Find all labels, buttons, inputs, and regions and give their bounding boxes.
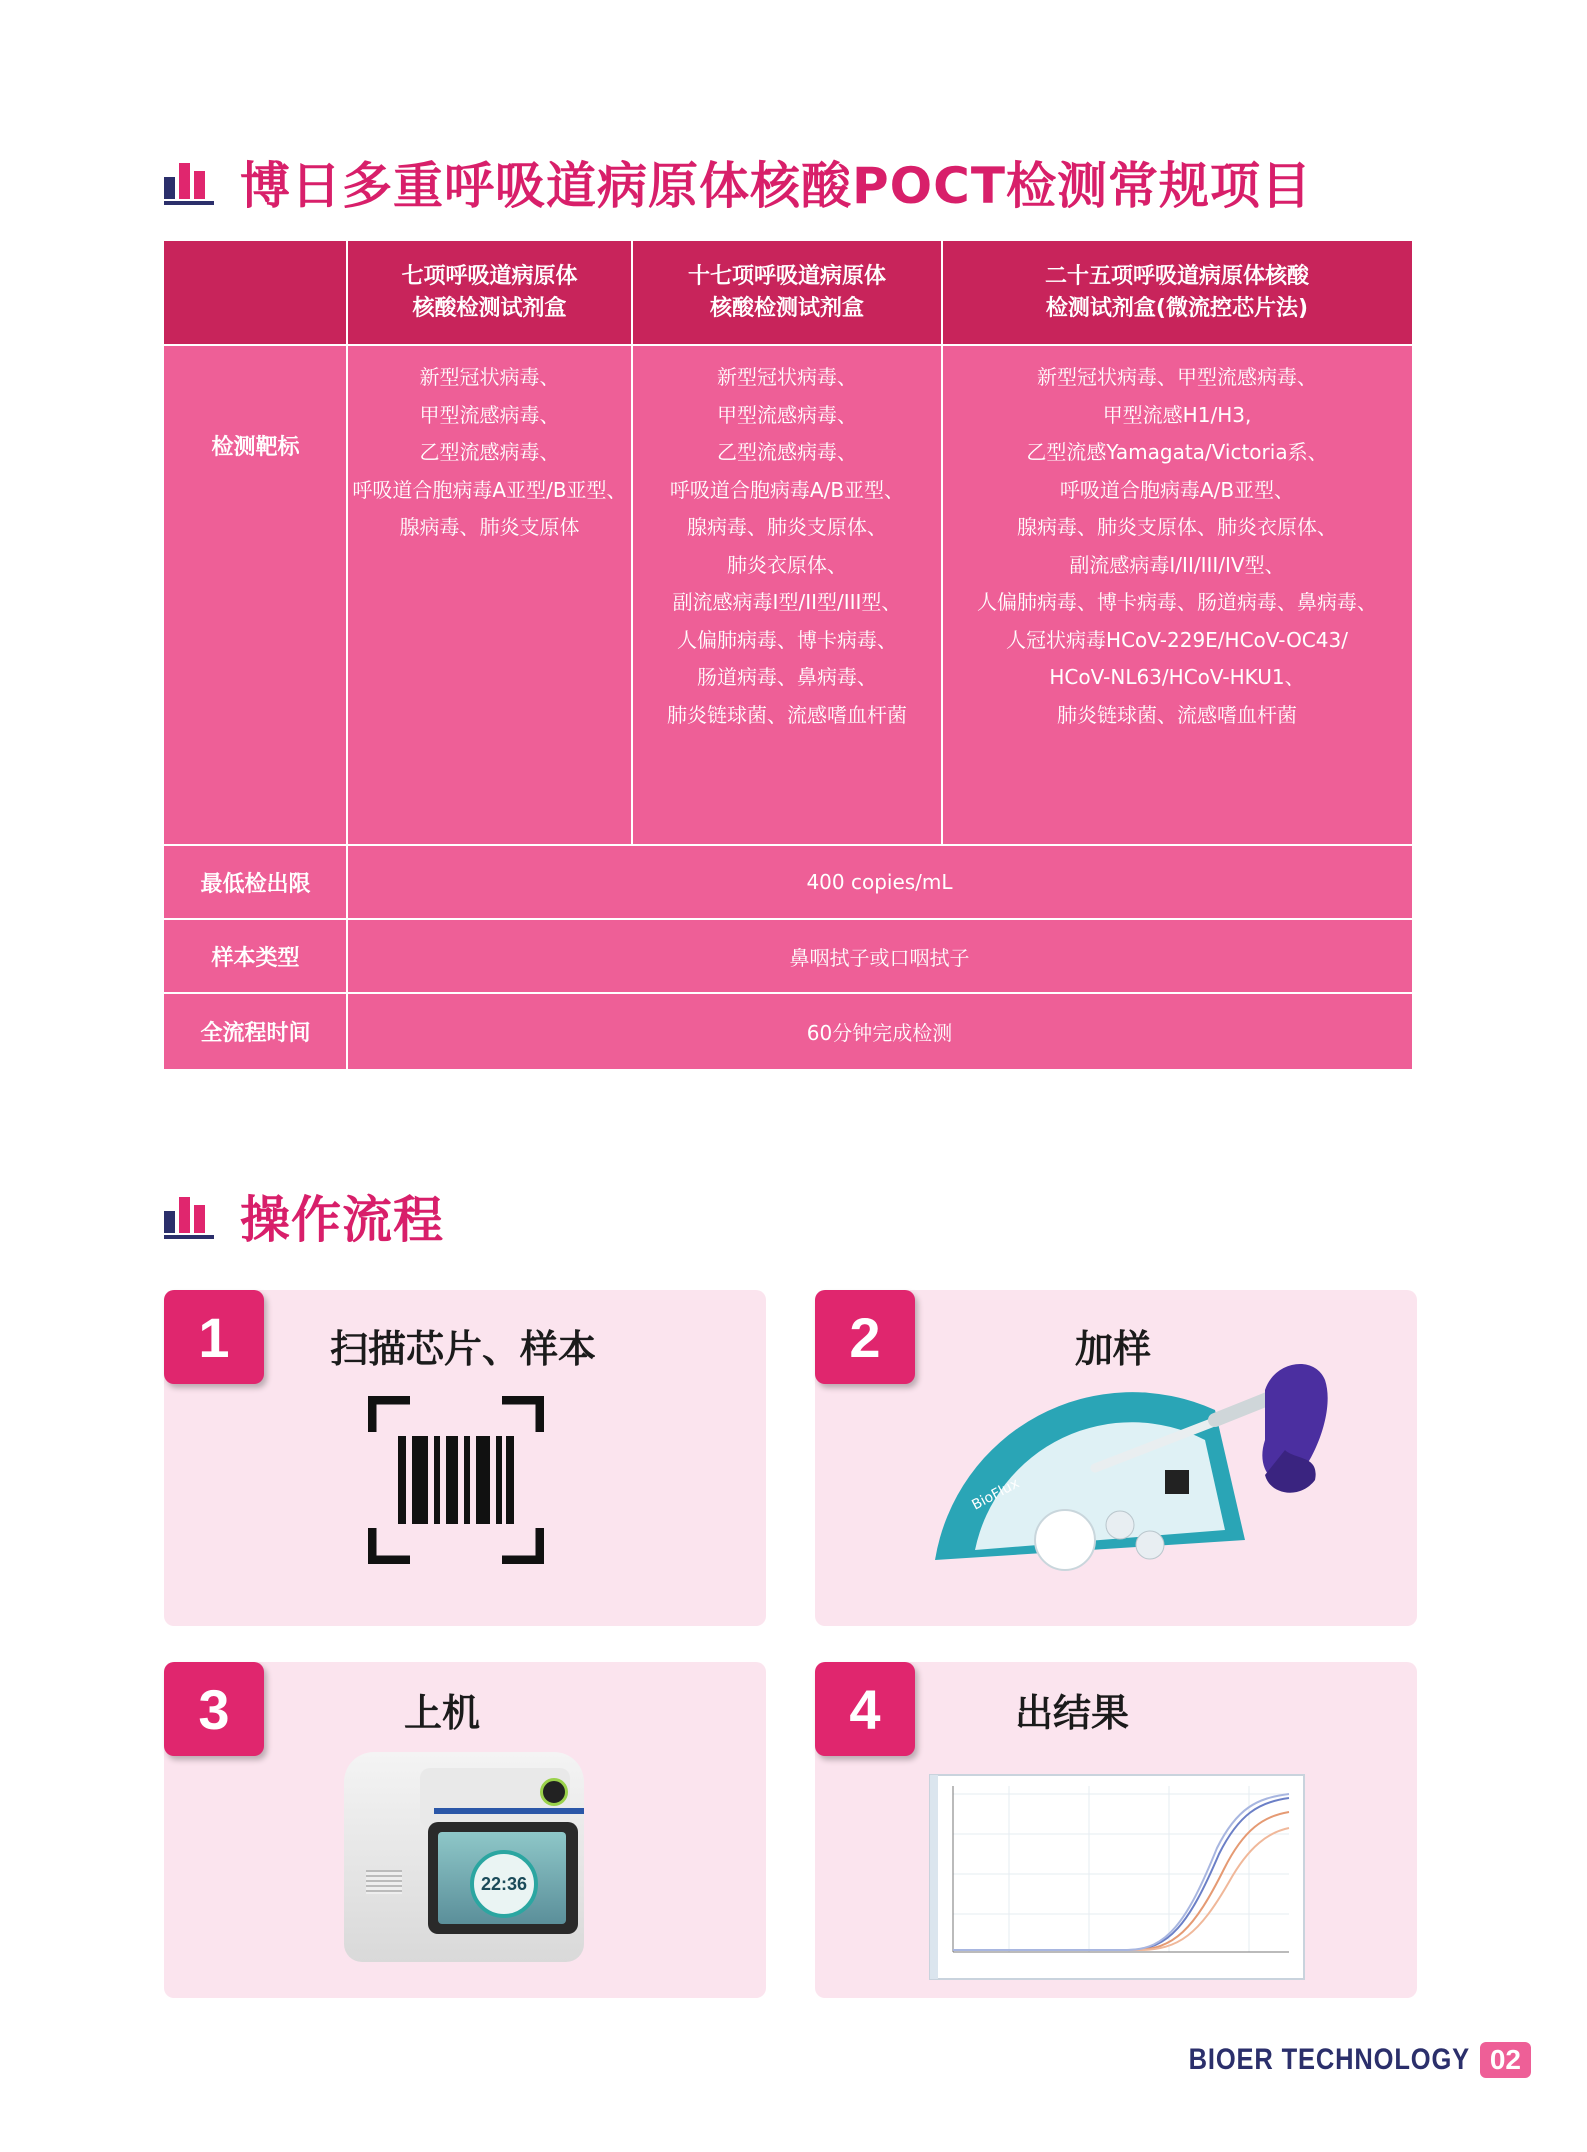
row-label-targets: 检测靶标 xyxy=(211,434,300,460)
chip-brand: BioFlux xyxy=(969,1475,1023,1514)
time-value: 60分钟完成检测 xyxy=(806,1020,953,1045)
targets-17: 新型冠状病毒、 甲型流感病毒、 乙型流感病毒、 呼吸道合胞病毒A/B亚型、 腺病毒、肺炎支原体、 肺炎衣原体、 副流感病毒I型/II型/III型、 人偏肺病毒、博卡病毒、 肠道病毒、鼻病毒、 肺炎链球菌、流感嗜血杆菌 xyxy=(667,365,907,727)
pcr-device-image xyxy=(344,1752,594,1982)
step-number: 2 xyxy=(815,1290,915,1384)
divider xyxy=(164,992,1412,994)
power-button-icon xyxy=(540,1778,568,1806)
step-card-4 xyxy=(815,1662,1417,1998)
step-number: 4 xyxy=(815,1662,915,1756)
product-table xyxy=(164,241,1412,1069)
table-header-25: 二十五项呼吸道病原体核酸 检测试剂盒(微流控芯片法) xyxy=(942,241,1412,345)
barcode-scan-icon xyxy=(368,1396,544,1564)
step-card-3 xyxy=(164,1662,766,1998)
step-label: 出结果 xyxy=(1015,1691,1130,1735)
table-header-17: 十七项呼吸道病原体 核酸检测试剂盒 xyxy=(632,241,942,345)
divider xyxy=(941,241,943,845)
footer xyxy=(1139,2042,1531,2078)
section-title-workflow xyxy=(164,1180,444,1252)
row-label-lod: 最低检出限 xyxy=(200,871,311,897)
divider xyxy=(164,844,1412,846)
step-card-2 xyxy=(815,1290,1417,1626)
targets-7: 新型冠状病毒、 甲型流感病毒、 乙型流感病毒、 呼吸道合胞病毒A亚型/B亚型、 腺病毒、肺炎支原体 xyxy=(352,365,627,539)
footer-brand: BIOER TECHNOLOGY xyxy=(1188,2043,1470,2076)
table-header-empty xyxy=(164,241,347,345)
page-title: 博日多重呼吸道病原体核酸POCT检测常规项目 xyxy=(240,157,1312,215)
bar-chart-icon xyxy=(164,1193,216,1239)
step-number: 1 xyxy=(164,1290,264,1384)
divider xyxy=(164,344,1412,346)
device-clock: 22:36 xyxy=(470,1850,538,1918)
workflow-title: 操作流程 xyxy=(240,1191,444,1249)
step-label: 加样 xyxy=(1075,1327,1152,1371)
chip-pipette-image xyxy=(915,1350,1345,1610)
lod-value: 400 copies/mL xyxy=(806,870,953,894)
page-number: 02 xyxy=(1480,2042,1531,2078)
divider xyxy=(164,918,1412,920)
row-label-sample: 样本类型 xyxy=(211,945,300,971)
divider xyxy=(346,241,348,1069)
row-label-time: 全流程时间 xyxy=(200,1020,311,1046)
divider xyxy=(631,241,633,845)
step-card-1 xyxy=(164,1290,766,1626)
amplification-curve-image xyxy=(929,1774,1305,1980)
table-header-7: 七项呼吸道病原体 核酸检测试剂盒 xyxy=(347,241,632,345)
step-number: 3 xyxy=(164,1662,264,1756)
step-label: 扫描芯片、样本 xyxy=(330,1327,597,1371)
sample-value: 鼻咽拭子或口咽拭子 xyxy=(789,945,970,970)
section-title-items xyxy=(164,146,1312,218)
step-label: 上机 xyxy=(404,1691,481,1735)
targets-25: 新型冠状病毒、甲型流感病毒、 甲型流感H1/H3, 乙型流感Yamagata/Victoria系、 呼吸道合胞病毒A/B亚型、 腺病毒、肺炎支原体、肺炎衣原体、 副流感病毒I/II/III/IV型、 人偏肺病毒、博卡病毒、肠道病毒、鼻病毒、 人冠状病毒HCoV-229E/HCoV-OC43/ HCoV-NL63/HCoV-HKU1、 肺炎链球菌、流感嗜血杆菌 xyxy=(977,365,1377,727)
bar-chart-icon xyxy=(164,159,216,205)
